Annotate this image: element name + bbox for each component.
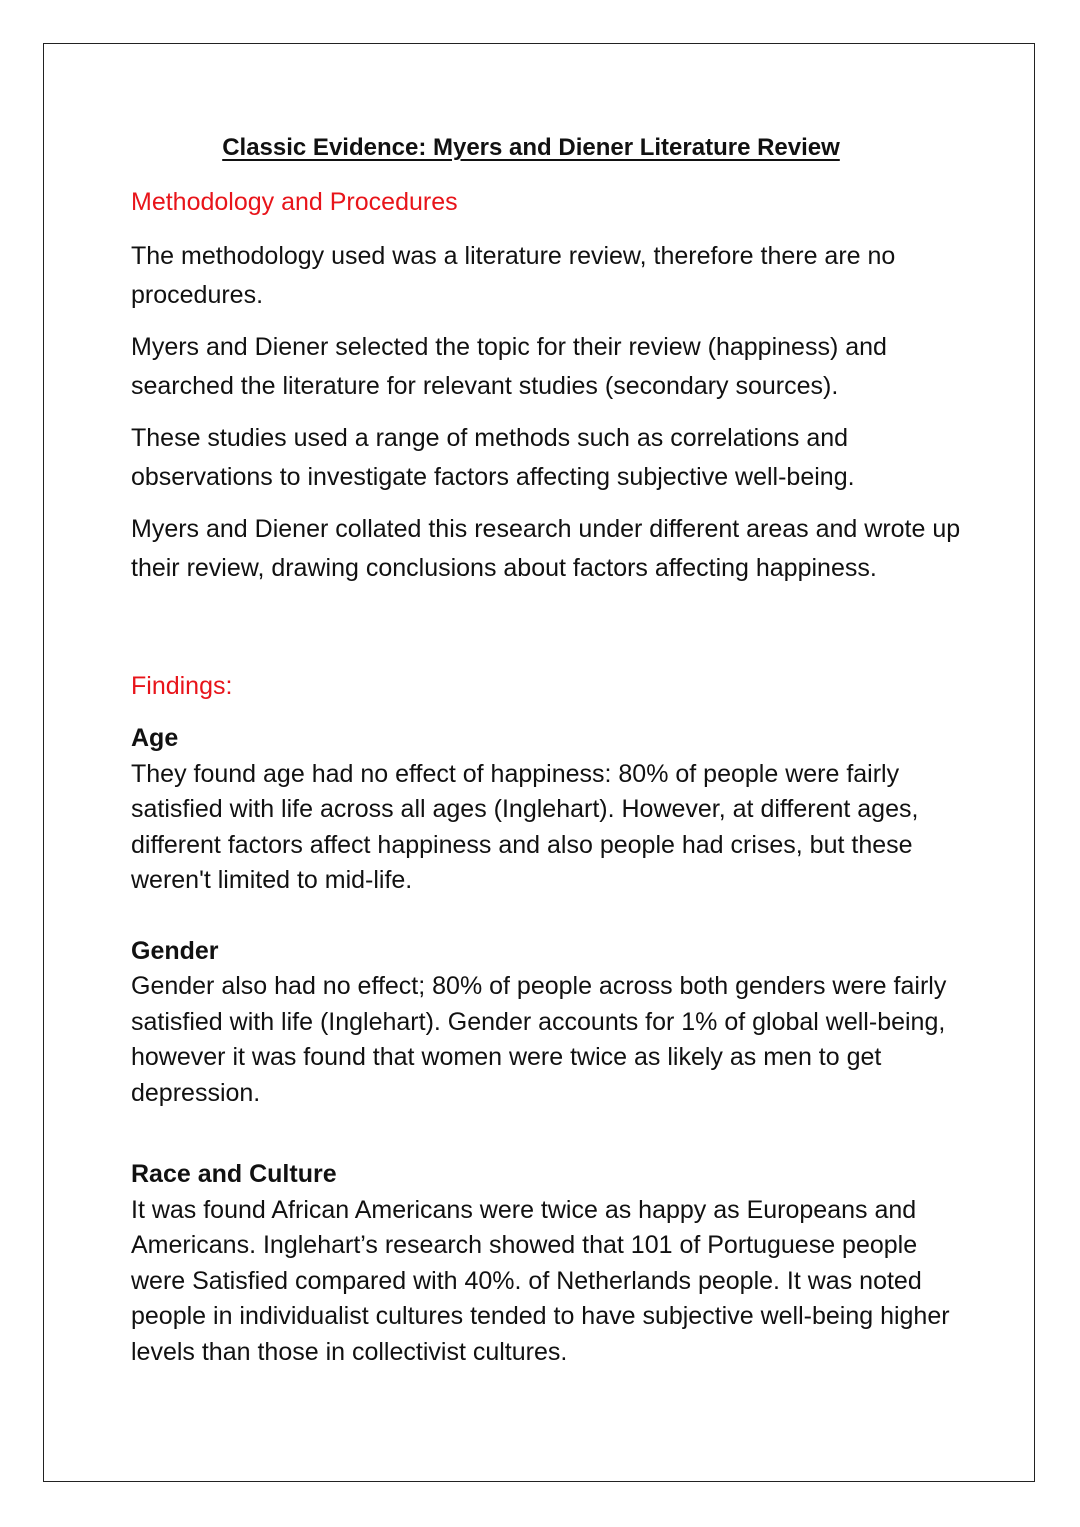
finding-gender-title: Gender xyxy=(131,936,219,965)
finding-race-culture-text: It was found African Americans were twice as happy as Europeans and Americans. Inglehart’s research showed that 101 of Portuguese people were Satisfied compared with 40%. of Netherlands people. It was noted people in individualist cultures tended to have subjective well-being higher levels than those in collectivist cultures. xyxy=(131,1195,950,1366)
finding-age-text: They found age had no effect of happiness: 80% of people were fairly satisfied with life across all ages (Inglehart). However, at different ages, different factors affect happiness and also people had crises, but these weren't limited to mid-life. xyxy=(131,759,919,894)
document-body xyxy=(131,131,961,1405)
finding-age-title: Age xyxy=(131,724,179,752)
finding-gender-text: Gender also had no effect; 80% of people across both genders were fairly satisfied with life (Inglehart). Gender accounts for 1% of global well-being, however it was found that women were twice as likely as men to get depression. xyxy=(131,972,947,1107)
methodology-paragraph: Myers and Diener selected the topic for their review (happiness) and searched the literature for relevant studies (secondary sources). xyxy=(131,333,887,400)
methodology-paragraph: These studies used a range of methods such as correlations and observations to investigate factors affecting subjective well-being. xyxy=(131,424,855,491)
findings-section xyxy=(131,669,961,1370)
methodology-section xyxy=(131,185,961,587)
finding-gender xyxy=(131,934,961,1112)
finding-race-culture-title: Race and Culture xyxy=(131,1160,337,1188)
methodology-paragraph: Myers and Diener collated this research under different areas and wrote up their review, drawing conclusions about factors affecting happiness. xyxy=(131,515,961,582)
methodology-paragraph: The methodology used was a literature review, therefore there are no procedures. xyxy=(131,242,896,309)
document-title: Classic Evidence: Myers and Diener Literature Review xyxy=(222,134,840,161)
findings-heading: Findings: xyxy=(131,672,233,700)
section-spacer xyxy=(131,601,961,669)
finding-age xyxy=(131,721,961,899)
methodology-heading: Methodology and Procedures xyxy=(131,188,458,216)
finding-race-culture xyxy=(131,1157,961,1370)
